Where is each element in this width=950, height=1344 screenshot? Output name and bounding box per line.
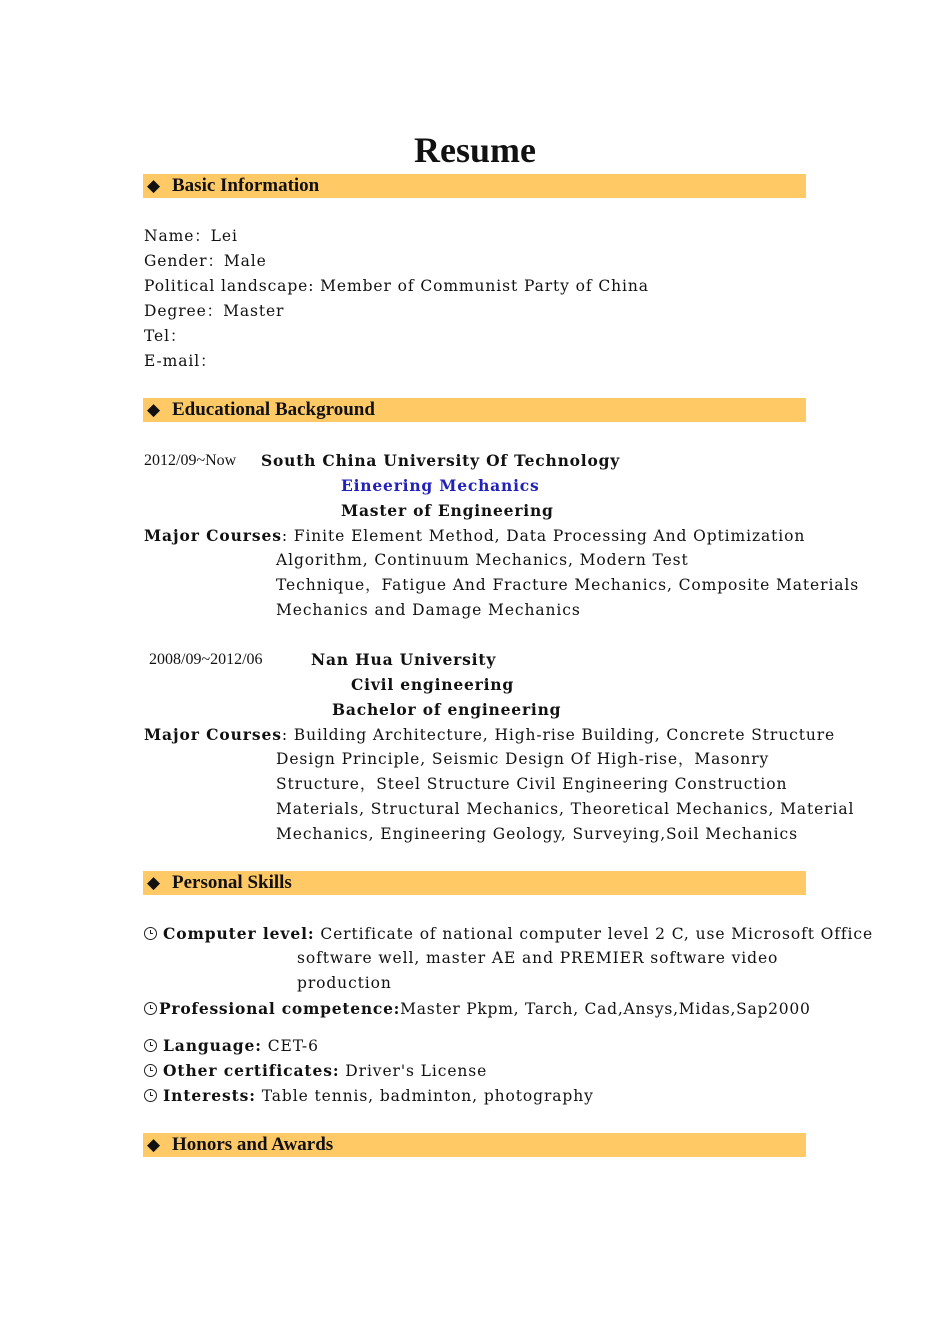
bachelor-courses-line-1 bbox=[144, 722, 835, 748]
clock-icon bbox=[144, 1002, 157, 1015]
courses-label: Major Courses bbox=[144, 526, 282, 545]
master-period: 2012/09~Now bbox=[144, 452, 237, 469]
email-field: E-mail： bbox=[144, 352, 217, 370]
section-title: Personal Skills bbox=[172, 872, 292, 893]
bachelor-period: 2008/09~2012/06 bbox=[149, 651, 263, 668]
skill-label: Language: bbox=[163, 1036, 262, 1055]
clock-icon bbox=[144, 1064, 157, 1077]
page-title: Resume bbox=[414, 130, 536, 170]
skill-label: Computer level: bbox=[163, 924, 315, 943]
skill-language bbox=[144, 1033, 319, 1059]
skill-value: Master Pkpm, Tarch, Cad,Ansys,Midas,Sap2000 bbox=[400, 1000, 811, 1018]
bachelor-courses-line-4: Materials, Structural Mechanics, Theoretical Mechanics, Material bbox=[276, 800, 855, 818]
clock-icon bbox=[144, 1089, 157, 1102]
section-educational-background bbox=[143, 398, 806, 422]
section-title: Educational Background bbox=[172, 399, 375, 420]
degree-field: Degree：Master bbox=[144, 302, 285, 320]
master-university: South China University Of Technology bbox=[261, 451, 621, 470]
bachelor-degree: Bachelor of engineering bbox=[332, 700, 562, 719]
courses-text: : Finite Element Method, Data Processing And Optimization bbox=[281, 527, 806, 545]
clock-icon bbox=[144, 927, 157, 940]
diamond-icon: ◆ bbox=[147, 400, 161, 420]
section-basic-information bbox=[143, 174, 806, 198]
diamond-icon: ◆ bbox=[147, 873, 161, 893]
skill-value: CET-6 bbox=[261, 1037, 319, 1055]
courses-label: Major Courses bbox=[144, 725, 282, 744]
diamond-icon: ◆ bbox=[147, 1135, 161, 1155]
skill-label: Other certificates: bbox=[163, 1061, 340, 1080]
skill-interests bbox=[144, 1083, 594, 1109]
section-honors-and-awards bbox=[143, 1133, 806, 1157]
clock-icon bbox=[144, 1039, 157, 1052]
gender-field: Gender：Male bbox=[144, 252, 267, 270]
tel-field: Tel： bbox=[144, 327, 187, 345]
skill-computer-line-3: production bbox=[297, 974, 392, 992]
master-courses-line-2: Algorithm, Continuum Mechanics, Modern Test bbox=[276, 551, 689, 569]
skill-computer-line-2: software well, master AE and PREMIER software video bbox=[297, 949, 779, 967]
master-degree: Master of Engineering bbox=[341, 501, 554, 520]
master-major: Eineering Mechanics bbox=[341, 476, 540, 495]
section-personal-skills bbox=[143, 871, 806, 895]
bachelor-major: Civil engineering bbox=[351, 675, 515, 694]
skill-computer bbox=[144, 921, 873, 947]
master-courses-line-3: Technique，Fatigue And Fracture Mechanics, Composite Materials bbox=[276, 576, 860, 594]
name-field: Name：Lei bbox=[144, 227, 238, 245]
skill-professional bbox=[144, 996, 811, 1022]
bachelor-courses-line-5: Mechanics, Engineering Geology, Surveying,Soil Mechanics bbox=[276, 825, 798, 843]
bachelor-courses-line-2: Design Principle, Seismic Design Of High-rise，Masonry bbox=[276, 750, 770, 768]
skill-value: Table tennis, badminton, photography bbox=[255, 1087, 594, 1105]
political-field: Political landscape: Member of Communist Party of China bbox=[144, 277, 649, 295]
courses-text: : Building Architecture, High-rise Building, Concrete Structure bbox=[281, 726, 836, 744]
section-title: Honors and Awards bbox=[172, 1134, 334, 1155]
skill-value: Driver's License bbox=[339, 1062, 488, 1080]
skill-other-certificates bbox=[144, 1058, 487, 1084]
skill-label: Interests: bbox=[163, 1086, 256, 1105]
section-title: Basic Information bbox=[172, 175, 320, 196]
skill-value: Certificate of national computer level 2 C, use Microsoft Office bbox=[314, 925, 874, 943]
diamond-icon: ◆ bbox=[147, 176, 161, 196]
master-courses-line-4: Mechanics and Damage Mechanics bbox=[276, 601, 581, 619]
bachelor-courses-line-3: Structure，Steel Structure Civil Engineering Construction bbox=[276, 775, 788, 793]
bachelor-university: Nan Hua University bbox=[311, 650, 497, 669]
master-courses-line-1 bbox=[144, 523, 805, 549]
skill-label: Professional competence: bbox=[159, 999, 401, 1018]
